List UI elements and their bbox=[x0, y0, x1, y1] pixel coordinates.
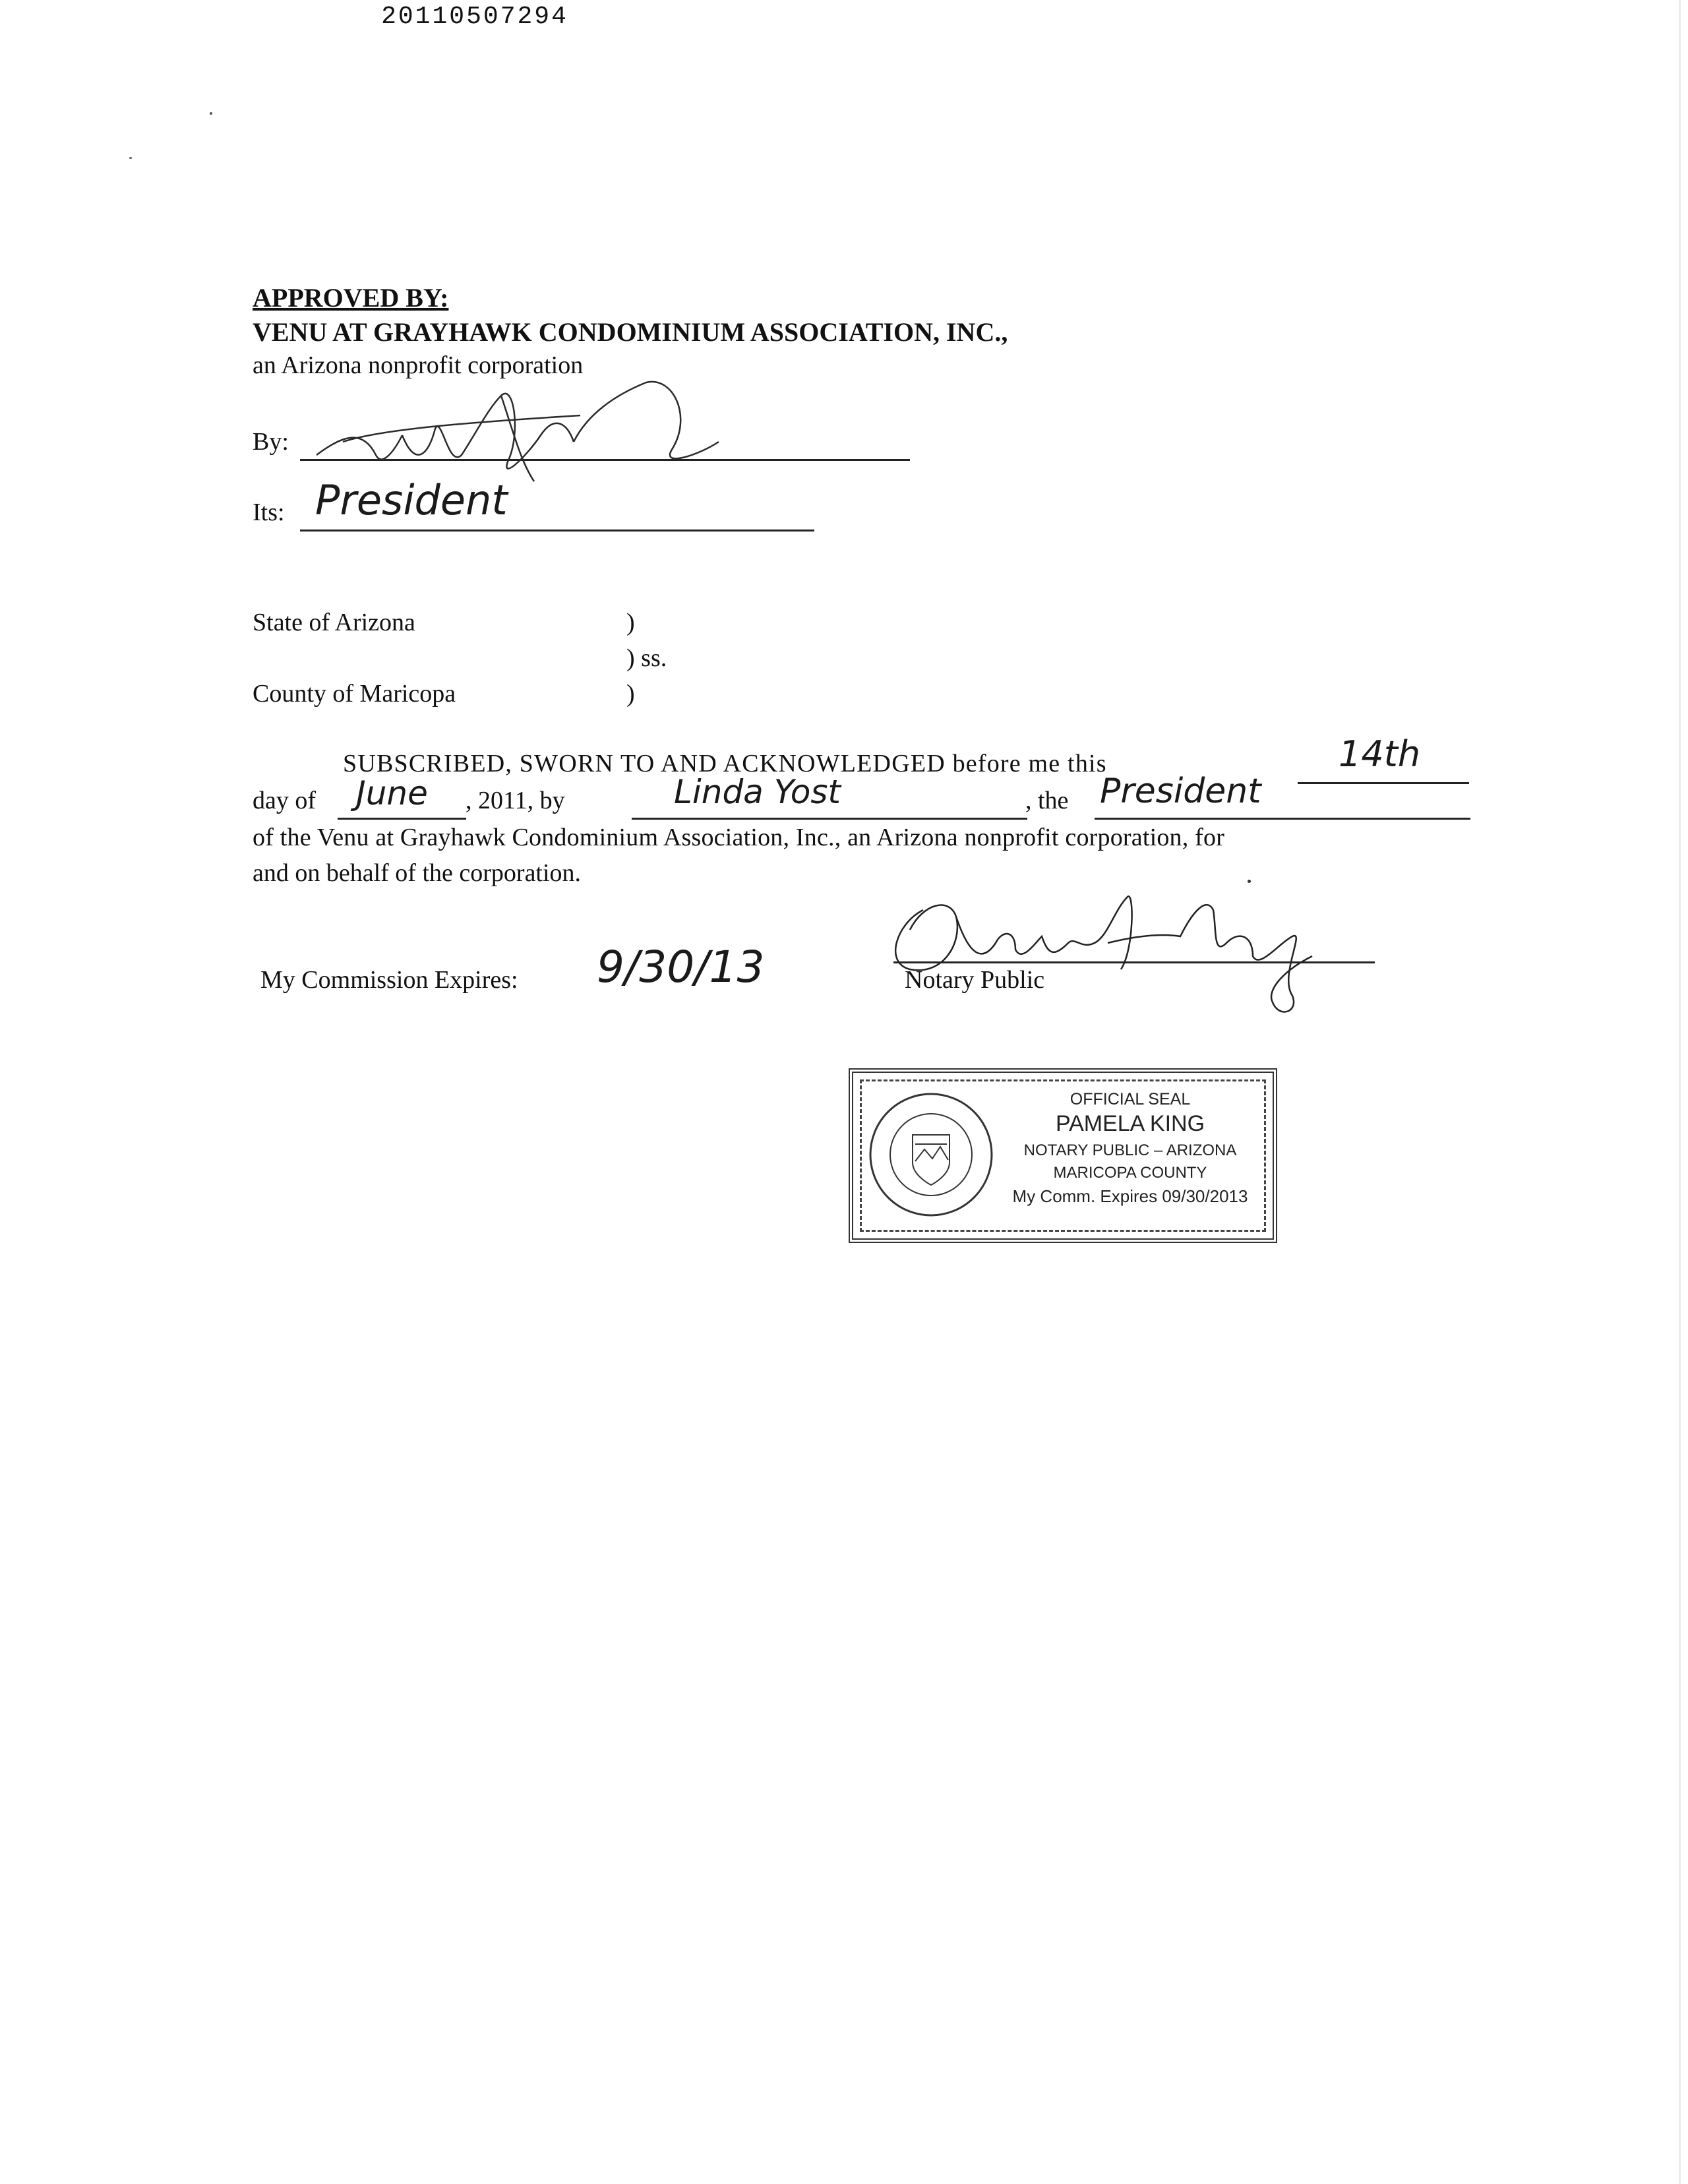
notary-public-label: Notary Public bbox=[905, 966, 1045, 994]
approved-by-heading: APPROVED BY: bbox=[253, 283, 449, 313]
its-value-handwritten: President bbox=[315, 476, 508, 524]
stamp-official-seal: OFFICIAL SEAL bbox=[1070, 1090, 1191, 1108]
by-label: By: bbox=[253, 428, 289, 456]
day-line bbox=[1298, 782, 1469, 784]
state-seal-icon bbox=[865, 1089, 997, 1221]
stamp-county: MARICOPA COUNTY bbox=[1053, 1164, 1207, 1182]
acknowledgment-body-line: and on behalf of the corporation. bbox=[253, 859, 582, 887]
commission-expires-handwritten: 9/30/13 bbox=[597, 942, 765, 992]
commission-expires-label: My Commission Expires: bbox=[260, 966, 518, 994]
month-value-handwritten: June bbox=[356, 774, 428, 812]
venue-paren: ) bbox=[626, 609, 635, 636]
president-signature bbox=[303, 356, 725, 495]
scan-speck bbox=[129, 157, 132, 159]
stamp-notary-public: NOTARY PUBLIC – ARIZONA bbox=[1023, 1141, 1237, 1159]
day-value-handwritten: 14th bbox=[1339, 733, 1421, 775]
month-line bbox=[338, 818, 466, 820]
county-label: County of Maricopa bbox=[253, 680, 456, 708]
day-of-label: day of bbox=[253, 787, 316, 814]
acknowledgment-body-line: of the Venu at Grayhawk Condominium Association, Inc., an Arizona nonprofit corporation, for bbox=[253, 824, 1225, 851]
document-number: 20110507294 bbox=[381, 3, 568, 31]
signer-title-handwritten: President bbox=[1100, 772, 1261, 811]
venue-paren: ) bbox=[626, 680, 635, 708]
acknowledgment-text: SUBSCRIBED, SWORN TO AND ACKNOWLEDGED before me this bbox=[343, 750, 1107, 777]
notary-signature bbox=[884, 870, 1372, 1022]
scan-edge bbox=[1679, 0, 1681, 2184]
state-label: State of Arizona bbox=[253, 609, 415, 636]
scan-speck bbox=[210, 112, 212, 115]
the-label: , the bbox=[1025, 787, 1069, 814]
year-label: , 2011, by bbox=[466, 787, 565, 814]
venue-ss: ) ss. bbox=[626, 644, 667, 672]
signer-name-line bbox=[632, 818, 1027, 820]
stamp-notary-name: PAMELA KING bbox=[1055, 1111, 1205, 1136]
signer-name-handwritten: Linda Yost bbox=[674, 773, 841, 811]
signer-title-line bbox=[1095, 818, 1470, 820]
association-type: an Arizona nonprofit corporation bbox=[253, 351, 584, 379]
notary-signature-line bbox=[893, 961, 1375, 963]
stamp-commission: My Comm. Expires 09/30/2013 bbox=[1012, 1186, 1248, 1206]
notary-stamp bbox=[849, 1068, 1277, 1243]
association-name: VENU AT GRAYHAWK CONDOMINIUM ASSOCIATION, INC., bbox=[253, 317, 1008, 347]
its-label: Its: bbox=[253, 499, 285, 526]
its-line bbox=[300, 530, 814, 531]
scan-speck bbox=[1248, 880, 1251, 883]
